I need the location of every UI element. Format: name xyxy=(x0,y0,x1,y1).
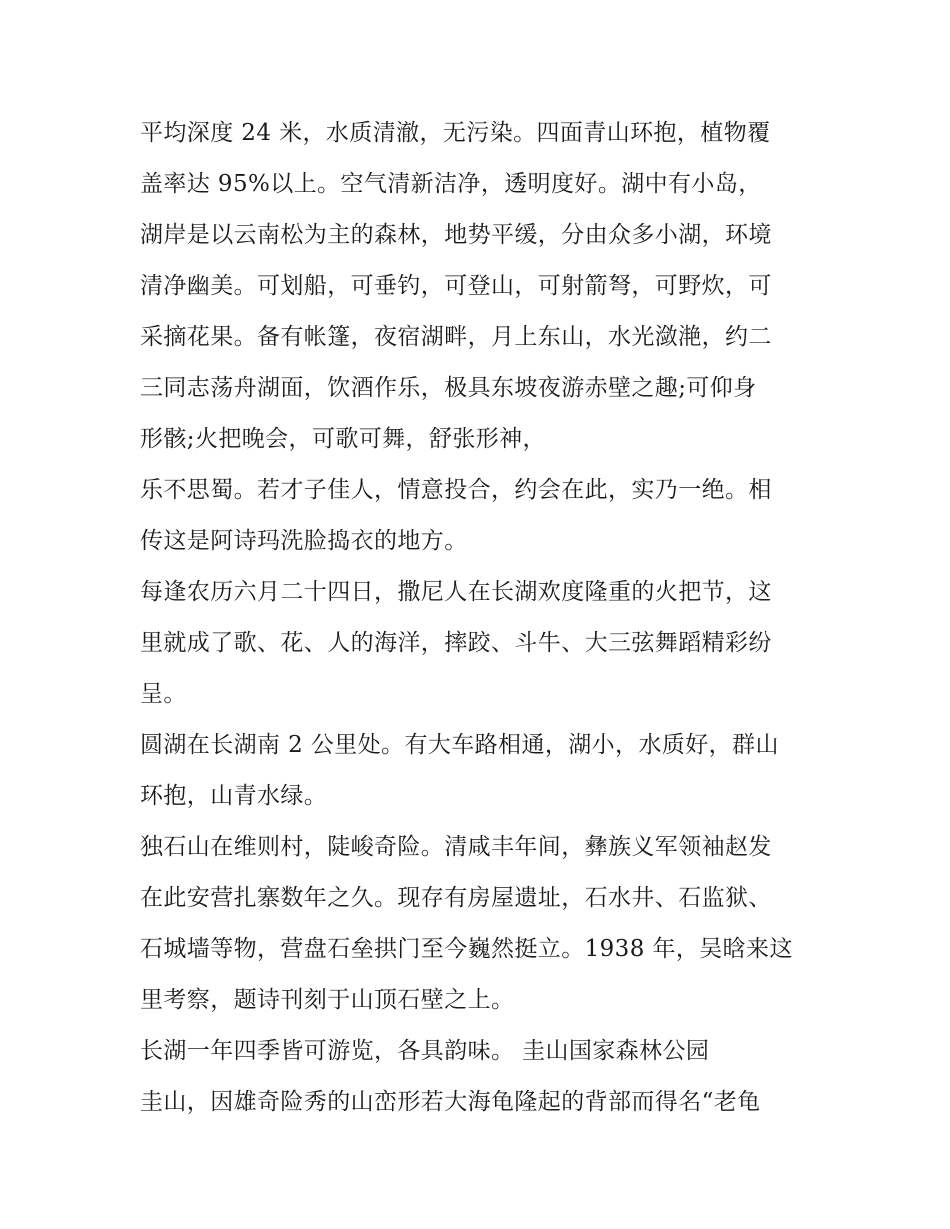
text-line: 长湖一年四季皆可游览，各具韵味。 圭山国家森林公园 xyxy=(140,1038,710,1064)
text-line: 采摘花果。备有帐篷，夜宿湖畔，月上东山，水光潋滟，约二 xyxy=(140,324,772,350)
text-line: 里就成了歌、花、人的海洋，摔跤、斗牛、大三弦舞蹈精彩纷 xyxy=(140,630,772,656)
text-line: 乐不思蜀。若才子佳人，情意投合，约会在此，实乃一绝。相 xyxy=(140,477,772,503)
text-line: 每逢农历六月二十四日，撒尼人在长湖欢度隆重的火把节，这 xyxy=(140,579,772,605)
text-line: 传这是阿诗玛洗脸捣衣的地方。 xyxy=(140,528,468,554)
text-line: 形骸;火把晚会，可歌可舞，舒张形神， xyxy=(140,426,546,452)
text-line: 里考察，题诗刊刻于山顶石壁之上。 xyxy=(140,987,515,1013)
text-line: 在此安营扎寨数年之久。现存有房屋遗址，石水井、石监狱、 xyxy=(140,885,772,911)
text-line: 圭山，因雄奇险秀的山峦形若大海龟隆起的背部而得名“老龟 xyxy=(140,1089,761,1115)
text-line: 环抱，山青水绿。 xyxy=(140,783,328,809)
text-line: 圆湖在长湖南 2 公里处。有大车路相通，湖小，水质好，群山 xyxy=(140,732,779,758)
text-line: 呈。 xyxy=(140,681,187,707)
text-line: 平均深度 24 米，水质清澈，无污染。四面青山环抱，植物覆 xyxy=(140,120,771,146)
text-line: 独石山在维则村，陡峻奇险。清咸丰年间，彝族义军领袖赵发 xyxy=(140,834,772,860)
text-line: 清净幽美。可划船，可垂钓，可登山，可射箭弩，可野炊，可 xyxy=(140,273,772,299)
text-line: 三同志荡舟湖面，饮酒作乐，极具东坡夜游赤壁之趣;可仰身 xyxy=(140,375,757,401)
text-line: 石城墙等物，营盘石垒拱门至今巍然挺立。1938 年，吴晗来这 xyxy=(140,936,793,962)
text-line: 盖率达 95%以上。空气清新洁净，透明度好。湖中有小岛， xyxy=(140,171,762,197)
text-line: 湖岸是以云南松为主的森林，地势平缓，分由众多小湖，环境 xyxy=(140,222,772,248)
document-body xyxy=(140,108,820,1128)
